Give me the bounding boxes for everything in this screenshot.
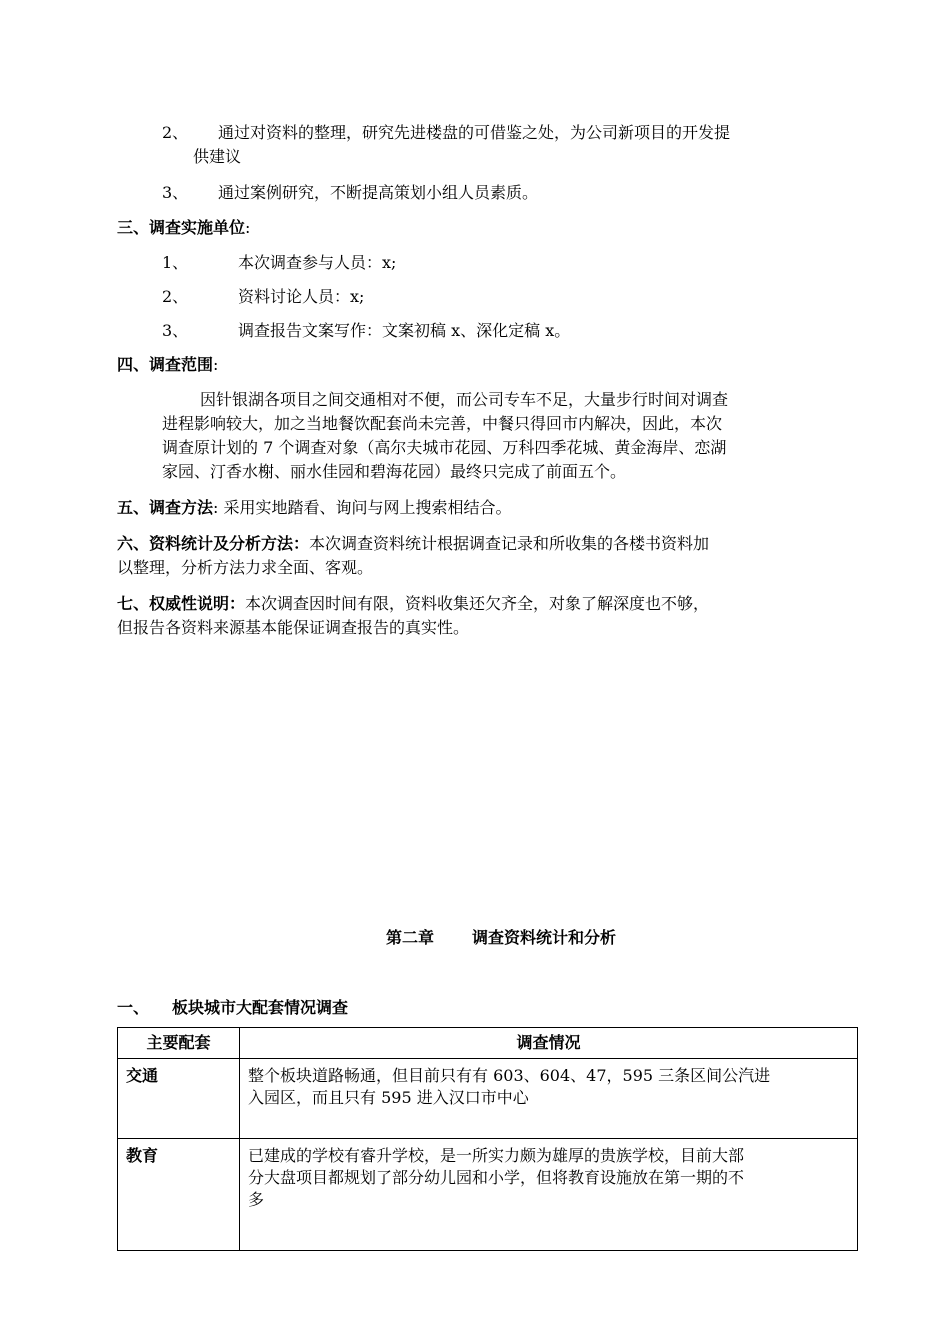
section-4-title: 四、调查范围 (117, 355, 214, 374)
section-3-item-1-text: 本次调查参与人员：x; (238, 253, 397, 272)
section-4-line-4: 家园、汀香水榭、丽水佳园和碧海花园）最终只完成了前面五个。 (162, 462, 627, 481)
section-5-heading: 五、调查方法 (117, 498, 214, 517)
goal-2-number: 2、 (162, 123, 189, 142)
section-3-item-2-number: 2、 (162, 287, 189, 306)
table-row (118, 1139, 858, 1251)
subsection-title: 板块城市大配套情况调查 (172, 998, 349, 1017)
section-3-item-3-text: 调查报告文案写作：文案初稿 x、深化定稿 x。 (238, 321, 571, 340)
section-3-colon: : (245, 218, 251, 237)
table-header-row (118, 1028, 858, 1059)
goal-3-number: 3、 (162, 183, 189, 202)
table-cell-desc-transport (240, 1059, 858, 1139)
section-4-line-3: 调查原计划的 7 个调查对象（高尔夫城市花园、万科四季花城、黄金海岸、恋湖 (162, 438, 727, 457)
section-7-heading: 七、权威性说明： (117, 594, 246, 613)
chapter-number: 第二章 (386, 928, 435, 947)
section-4-line-1: 因针银湖各项目之间交通相对不便，而公司专车不足，大量步行时间对调查 (200, 390, 729, 409)
section-7-text-line2: 但报告各资料来源基本能保证调查报告的真实性。 (117, 618, 470, 637)
table-cell-label-transport: 交通 (118, 1059, 240, 1139)
education-line-3: 多 (248, 1190, 265, 1209)
section-6-heading: 六、资料统计及分析方法： (117, 534, 310, 553)
section-4-heading (117, 354, 218, 376)
section-5-text: : 采用实地踏看、询问与网上搜索相结合。 (213, 498, 512, 517)
table-header-facility: 主要配套 (118, 1028, 240, 1059)
section-6-line-1 (117, 533, 709, 555)
table-cell-label-education: 教育 (118, 1139, 240, 1251)
chapter-title: 调查资料统计和分析 (472, 928, 617, 947)
table-header-survey: 调查情况 (240, 1028, 858, 1059)
section-5 (117, 497, 512, 519)
section-7-text-line1: 本次调查因时间有限，资料收集还欠齐全，对象了解深度也不够， (245, 594, 710, 613)
section-3-item-3-number: 3、 (162, 321, 189, 340)
section-7-line-1 (117, 593, 709, 615)
subsection-number: 一、 (117, 998, 150, 1017)
education-line-1: 已建成的学校有睿升学校，是一所实力颇为雄厚的贵族学校，目前大部 (248, 1146, 745, 1165)
section-6-text-line2: 以整理，分析方法力求全面、客观。 (117, 558, 374, 577)
section-3-heading (117, 217, 250, 239)
section-3-item-2-text: 资料讨论人员：x; (238, 287, 365, 306)
goal-3-text: 通过案例研究，不断提高策划小组人员素质。 (218, 183, 539, 202)
section-4-line-2: 进程影响较大，加之当地餐饮配套尚未完善，中餐只得回市内解决，因此，本次 (162, 414, 723, 433)
infrastructure-table (117, 1027, 858, 1251)
section-4-colon: : (213, 355, 219, 374)
section-3-item-1-number: 1、 (162, 253, 189, 272)
education-line-2: 分大盘项目都规划了部分幼儿园和小学，但将教育设施放在第一期的不 (248, 1168, 745, 1187)
goal-2-text-line1: 通过对资料的整理，研究先进楼盘的可借鉴之处，为公司新项目的开发提 (218, 123, 731, 142)
transport-line-1: 整个板块道路畅通，但目前只有有 603、604、47，595 三条区间公汽进 (248, 1066, 771, 1085)
goal-2-text-line2: 供建议 (193, 147, 242, 166)
section-3-title: 三、调查实施单位 (117, 218, 246, 237)
section-6-text-line1: 本次调查资料统计根据调查记录和所收集的各楼书资料加 (309, 534, 710, 553)
transport-line-2: 入园区，而且只有 595 进入汉口市中心 (248, 1088, 529, 1107)
table-cell-desc-education (240, 1139, 858, 1251)
table-row (118, 1059, 858, 1139)
